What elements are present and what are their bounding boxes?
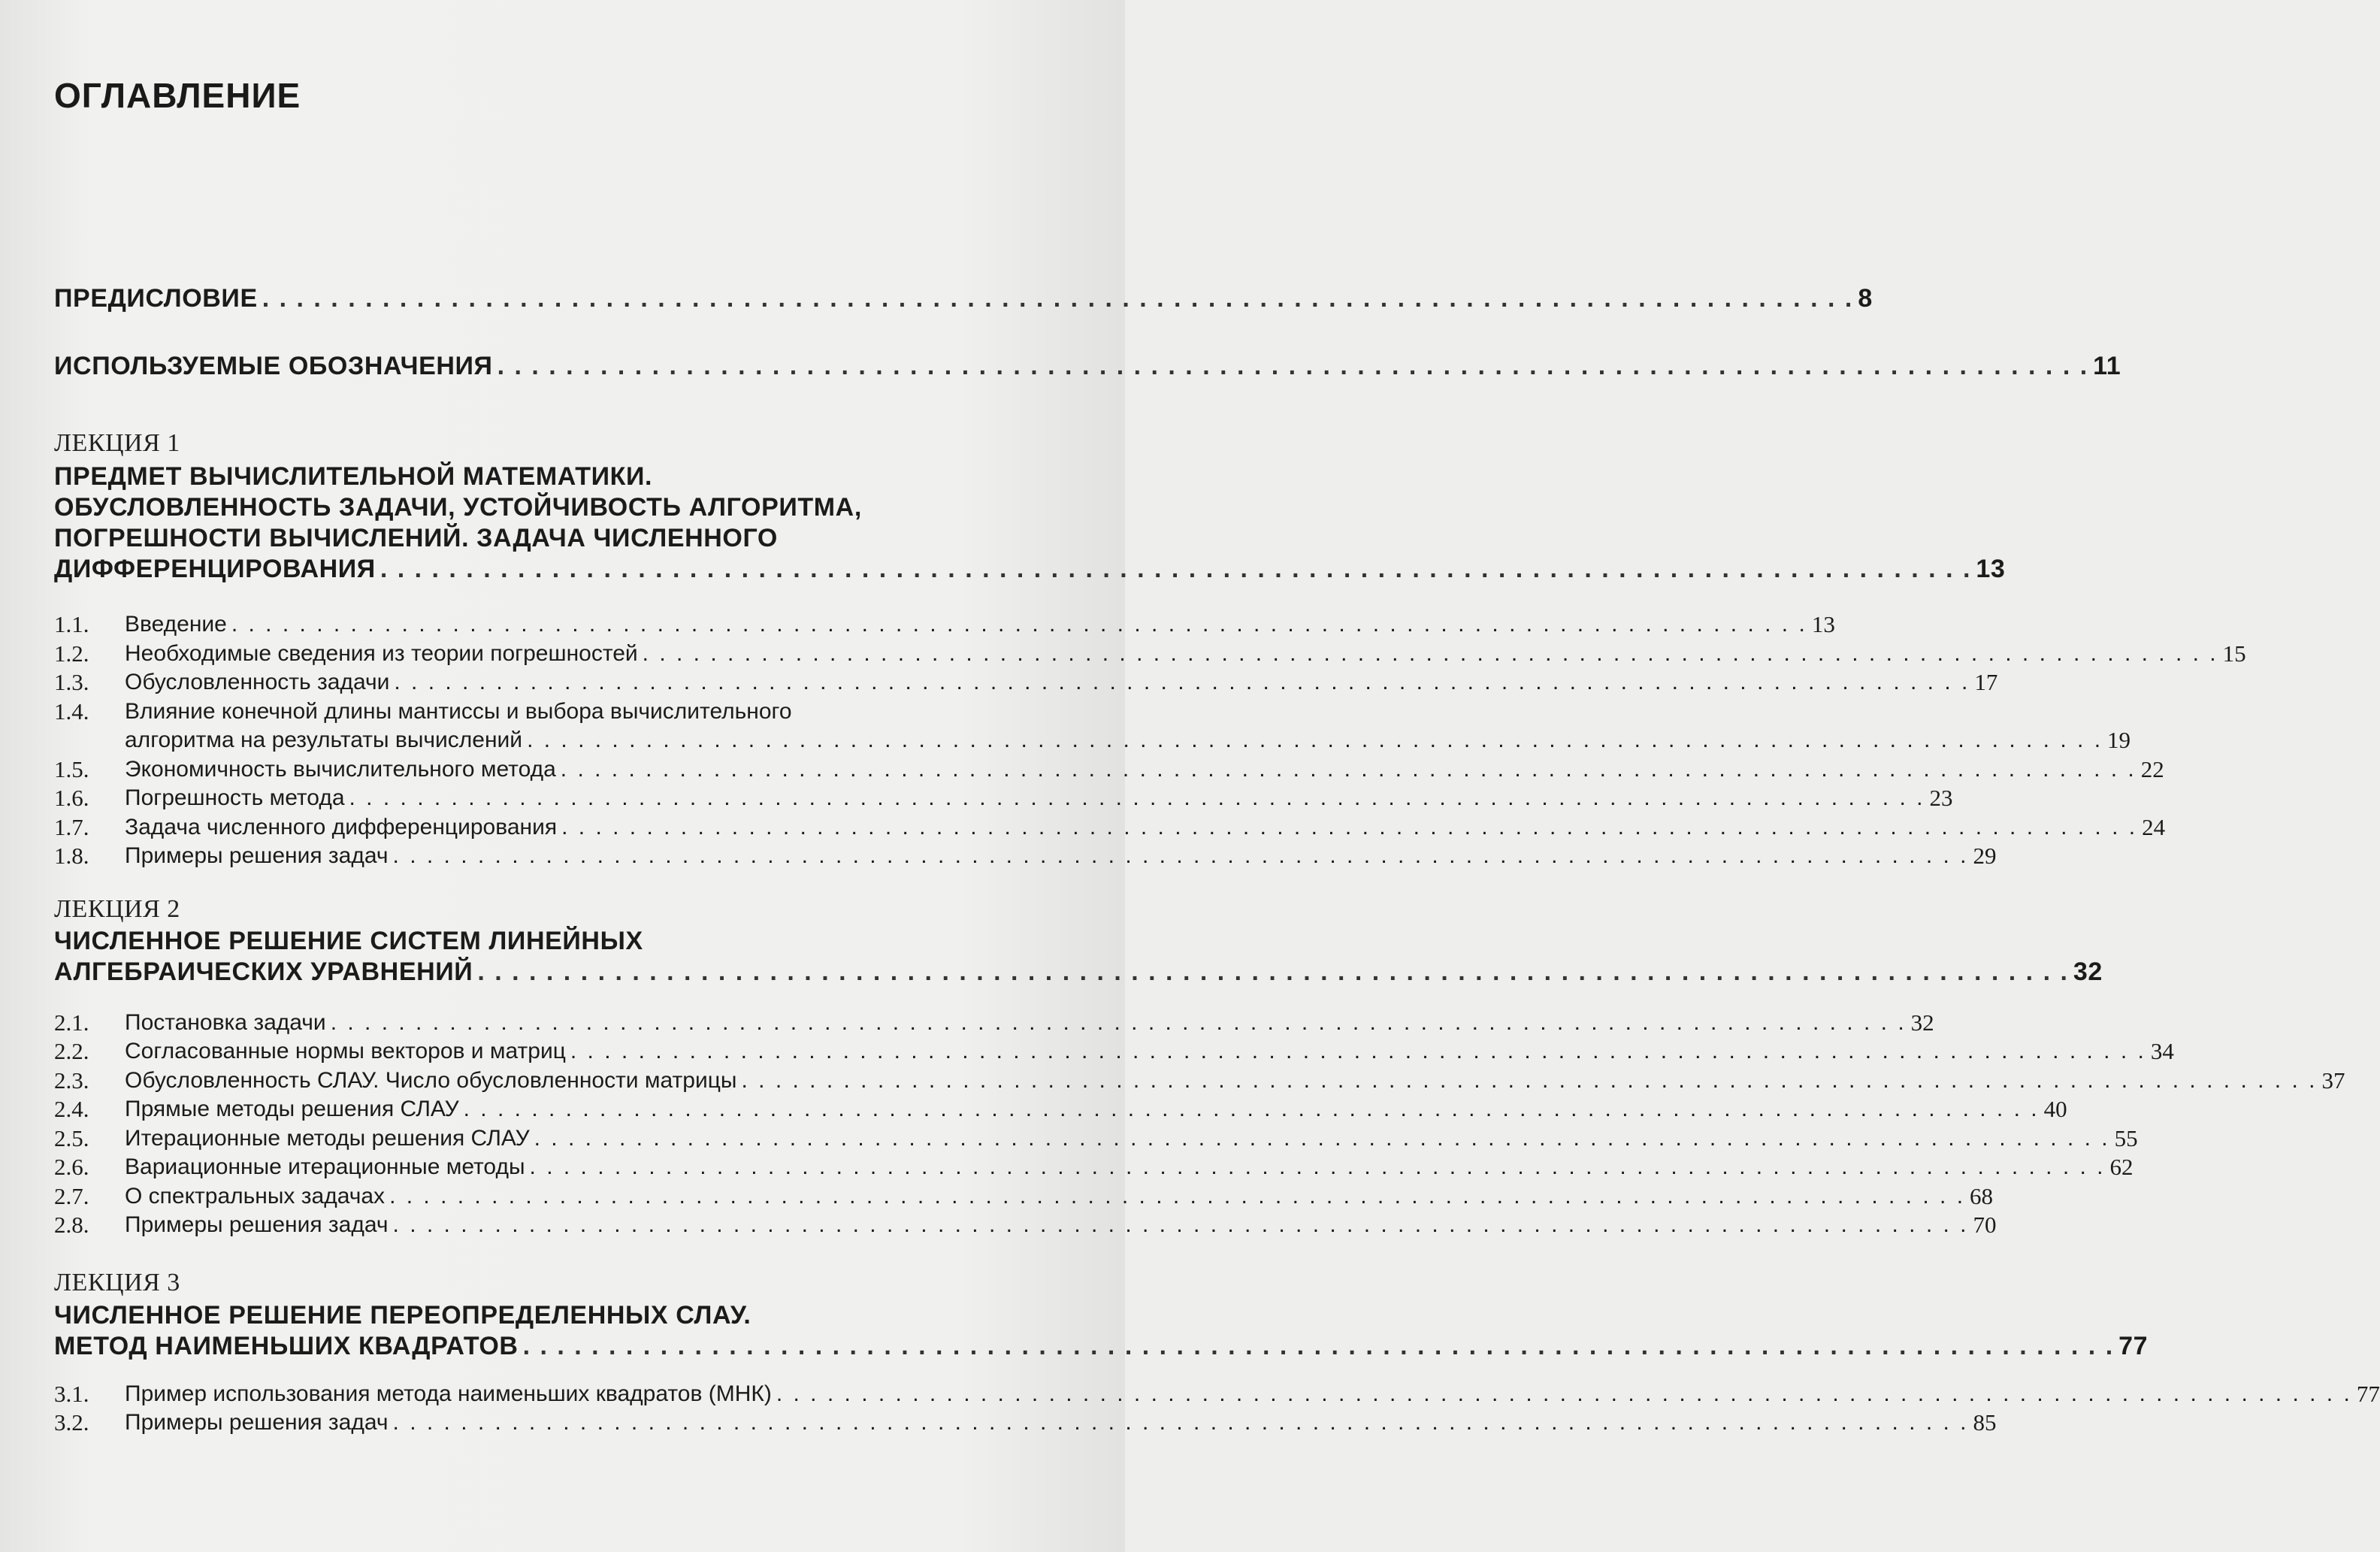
toc-section[interactable]: 3.2. Примеры решения задач . . . . . . . . . . . . . . . . . . . . . . . . . . . . . . . . . . . . . . . . . . . . . . . . . . . . . . . . . . . . . . . . . . . . . . . . . . . . . . . . . . . . . . . . . . . . . 85 bbox=[54, 1409, 1997, 1436]
lecture-title-line: ЧИСЛЕННОЕ РЕШЕНИЕ ПЕРЕОПРЕДЕЛЕННЫХ СЛАУ. bbox=[54, 1301, 751, 1330]
toc-section[interactable]: 2.1. Постановка задачи . . . . . . . . . . . . . . . . . . . . . . . . . . . . . . . . . . . . . . . . . . . . . . . . . . . . . . . . . . . . . . . . . . . . . . . . . . . . . . . . . . . . . . . . . . . . . 32 bbox=[54, 1009, 1934, 1036]
leader-dots: . . . . . . . . . . . . . . . . . . . . . . . . . . . . . . . . . . . . . . . . . . . . . . . . . . . . . . . . . . . . . . . . . . . . . . . . . . . . . . . . . . . . . . . . . . . . . bbox=[380, 555, 1972, 583]
lecture-label: ЛЕКЦИЯ 3 bbox=[54, 1269, 180, 1296]
toc-section[interactable]: 2.8. Примеры решения задач . . . . . . . . . . . . . . . . . . . . . . . . . . . . . . . . . . . . . . . . . . . . . . . . . . . . . . . . . . . . . . . . . . . . . . . . . . . . . . . . . . . . . . . . . . . . . 70 bbox=[54, 1212, 1997, 1238]
page-heading: ОГЛАВЛЕНИЕ bbox=[54, 76, 301, 115]
leader-dots: . . . . . . . . . . . . . . . . . . . . . . . . . . . . . . . . . . . . . . . . . . . . . . . . . . . . . . . . . . . . . . . . . . . . . . . . . . . . . . . . . . . . . . . . . . . . . bbox=[389, 1184, 1966, 1209]
toc-section[interactable]: 2.2. Согласованные нормы векторов и матриц . . . . . . . . . . . . . . . . . . . . . . . . . . . . . . . . . . . . . . . . . . . . . . . . . . . . . . . . . . . . . . . . . . . . . . . . . . . . . . . . . . . . . . . . . . . . . 34 bbox=[54, 1038, 2174, 1064]
toc-section[interactable]: 1.3. Обусловленность задачи . . . . . . . . . . . . . . . . . . . . . . . . . . . . . . . . . . . . . . . . . . . . . . . . . . . . . . . . . . . . . . . . . . . . . . . . . . . . . . . . . . . . . . . . . . . . . 17 bbox=[54, 669, 1998, 695]
toc-section[interactable]: 2.4. Прямые методы решения СЛАУ . . . . . . . . . . . . . . . . . . . . . . . . . . . . . . . . . . . . . . . . . . . . . . . . . . . . . . . . . . . . . . . . . . . . . . . . . . . . . . . . . . . . . . . . . . . . . 40 bbox=[54, 1096, 2067, 1122]
leader-dots: . . . . . . . . . . . . . . . . . . . . . . . . . . . . . . . . . . . . . . . . . . . . . . . . . . . . . . . . . . . . . . . . . . . . . . . . . . . . . . . . . . . . . . . . . . . . . bbox=[561, 815, 2138, 840]
leader-dots: . . . . . . . . . . . . . . . . . . . . . . . . . . . . . . . . . . . . . . . . . . . . . . . . . . . . . . . . . . . . . . . . . . . . . . . . . . . . . . . . . . . . . . . . . . . . . bbox=[776, 1381, 2352, 1406]
lecture-title-last-line: АЛГЕБРАИЧЕСКИХ УРАВНЕНИЙ . . . . . . . . . . . . . . . . . . . . . . . . . . . . . . . . . . . . . . . . . . . . . . . . . . . . . . . . . . . . . . . . . . . . . . . . . . . . . . . . . . . . . . . . . . . . . 32 bbox=[54, 958, 2103, 986]
toc-section-continued[interactable]: алгоритма на результаты вычислений . . . . . . . . . . . . . . . . . . . . . . . . . . . . . . . . . . . . . . . . . . . . . . . . . . . . . . . . . . . . . . . . . . . . . . . . . . . . . . . . . . . . . . . . . . . . . 19 bbox=[125, 727, 2131, 753]
lecture-label: ЛЕКЦИЯ 1 bbox=[54, 429, 180, 457]
entry-page: 8 bbox=[1858, 284, 1873, 313]
leader-dots: . . . . . . . . . . . . . . . . . . . . . . . . . . . . . . . . . . . . . . . . . . . . . . . . . . . . . . . . . . . . . . . . . . . . . . . . . . . . . . . . . . . . . . . . . . . . . bbox=[392, 1410, 1969, 1435]
entry-page: 32 bbox=[2073, 958, 2103, 986]
entry-page: 13 bbox=[1976, 555, 2006, 583]
leader-dots: . . . . . . . . . . . . . . . . . . . . . . . . . . . . . . . . . . . . . . . . . . . . . . . . . . . . . . . . . . . . . . . . . . . . . . . . . . . . . . . . . . . . . . . . . . . . . bbox=[463, 1097, 2040, 1121]
lecture-title[interactable] bbox=[54, 926, 2103, 988]
lecture-title-line: ПОГРЕШНОСТИ ВЫЧИСЛЕНИЙ. ЗАДАЧА ЧИСЛЕННОГО bbox=[54, 524, 778, 552]
lecture-title-last-line: ДИФФЕРЕНЦИРОВАНИЯ . . . . . . . . . . . . . . . . . . . . . . . . . . . . . . . . . . . . . . . . . . . . . . . . . . . . . . . . . . . . . . . . . . . . . . . . . . . . . . . . . . . . . . . . . . . . . 13 bbox=[54, 555, 2006, 583]
entry-title: ПРЕДИСЛОВИЕ bbox=[54, 284, 258, 313]
leader-dots: . . . . . . . . . . . . . . . . . . . . . . . . . . . . . . . . . . . . . . . . . . . . . . . . . . . . . . . . . . . . . . . . . . . . . . . . . . . . . . . . . . . . . . . . . . . . . bbox=[570, 1039, 2146, 1063]
leader-dots: . . . . . . . . . . . . . . . . . . . . . . . . . . . . . . . . . . . . . . . . . . . . . . . . . . . . . . . . . . . . . . . . . . . . . . . . . . . . . . . . . . . . . . . . . . . . . bbox=[522, 1332, 2115, 1360]
lecture-title[interactable] bbox=[54, 1300, 2149, 1362]
lecture-label: ЛЕКЦИЯ 2 bbox=[54, 895, 180, 923]
leader-dots: . . . . . . . . . . . . . . . . . . . . . . . . . . . . . . . . . . . . . . . . . . . . . . . . . . . . . . . . . . . . . . . . . . . . . . . . . . . . . . . . . . . . . . . . . . . . . bbox=[529, 1154, 2106, 1179]
toc-section[interactable]: 1.4. Влияние конечной длины мантиссы и выбора вычислительного bbox=[54, 698, 792, 725]
toc-section[interactable]: 1.8. Примеры решения задач . . . . . . . . . . . . . . . . . . . . . . . . . . . . . . . . . . . . . . . . . . . . . . . . . . . . . . . . . . . . . . . . . . . . . . . . . . . . . . . . . . . . . . . . . . . . . 29 bbox=[54, 843, 1997, 869]
lecture-title[interactable] bbox=[54, 461, 2006, 585]
leader-dots: . . . . . . . . . . . . . . . . . . . . . . . . . . . . . . . . . . . . . . . . . . . . . . . . . . . . . . . . . . . . . . . . . . . . . . . . . . . . . . . . . . . . . . . . . . . . . bbox=[262, 284, 1854, 313]
leader-dots: . . . . . . . . . . . . . . . . . . . . . . . . . . . . . . . . . . . . . . . . . . . . . . . . . . . . . . . . . . . . . . . . . . . . . . . . . . . . . . . . . . . . . . . . . . . . . bbox=[330, 1010, 1907, 1035]
leader-dots: . . . . . . . . . . . . . . . . . . . . . . . . . . . . . . . . . . . . . . . . . . . . . . . . . . . . . . . . . . . . . . . . . . . . . . . . . . . . . . . . . . . . . . . . . . . . . bbox=[394, 670, 1970, 694]
toc-section[interactable]: 1.2. Необходимые сведения из теории погрешностей . . . . . . . . . . . . . . . . . . . . . . . . . . . . . . . . . . . . . . . . . . . . . . . . . . . . . . . . . . . . . . . . . . . . . . . . . . . . . . . . . . . . . . . . . . . . . 15 bbox=[54, 640, 2246, 667]
entry-page: 11 bbox=[2093, 352, 2121, 380]
toc-entry-notation[interactable] bbox=[54, 352, 2121, 381]
leader-dots: . . . . . . . . . . . . . . . . . . . . . . . . . . . . . . . . . . . . . . . . . . . . . . . . . . . . . . . . . . . . . . . . . . . . . . . . . . . . . . . . . . . . . . . . . . . . . bbox=[527, 728, 2103, 752]
leader-dots: . . . . . . . . . . . . . . . . . . . . . . . . . . . . . . . . . . . . . . . . . . . . . . . . . . . . . . . . . . . . . . . . . . . . . . . . . . . . . . . . . . . . . . . . . . . . . bbox=[497, 352, 2089, 380]
leader-dots: . . . . . . . . . . . . . . . . . . . . . . . . . . . . . . . . . . . . . . . . . . . . . . . . . . . . . . . . . . . . . . . . . . . . . . . . . . . . . . . . . . . . . . . . . . . . . bbox=[392, 843, 1969, 868]
toc-section[interactable]: 3.1. Пример использования метода наименьших квадратов (МНК) . . . . . . . . . . . . . . . . . . . . . . . . . . . . . . . . . . . . . . . . . . . . . . . . . . . . . . . . . . . . . . . . . . . . . . . . . . . . . . . . . . . . . . . . . . . . . 77 bbox=[54, 1381, 2380, 1407]
lecture-title-line: ЧИСЛЕННОЕ РЕШЕНИЕ СИСТЕМ ЛИНЕЙНЫХ bbox=[54, 927, 643, 955]
lecture-title-line: ПРЕДМЕТ ВЫЧИСЛИТЕЛЬНОЙ МАТЕМАТИКИ. bbox=[54, 462, 653, 491]
lecture-title-last-line: МЕТОД НАИМЕНЬШИХ КВАДРАТОВ . . . . . . . . . . . . . . . . . . . . . . . . . . . . . . . . . . . . . . . . . . . . . . . . . . . . . . . . . . . . . . . . . . . . . . . . . . . . . . . . . . . . . . . . . . . . . 77 bbox=[54, 1332, 2149, 1360]
toc-section[interactable]: 2.5. Итерационные методы решения СЛАУ . . . . . . . . . . . . . . . . . . . . . . . . . . . . . . . . . . . . . . . . . . . . . . . . . . . . . . . . . . . . . . . . . . . . . . . . . . . . . . . . . . . . . . . . . . . . . 55 bbox=[54, 1125, 2138, 1151]
leader-dots: . . . . . . . . . . . . . . . . . . . . . . . . . . . . . . . . . . . . . . . . . . . . . . . . . . . . . . . . . . . . . . . . . . . . . . . . . . . . . . . . . . . . . . . . . . . . . bbox=[349, 785, 1925, 810]
leader-dots: . . . . . . . . . . . . . . . . . . . . . . . . . . . . . . . . . . . . . . . . . . . . . . . . . . . . . . . . . . . . . . . . . . . . . . . . . . . . . . . . . . . . . . . . . . . . . bbox=[392, 1212, 1969, 1237]
toc-section[interactable]: 2.6. Вариационные итерационные методы . . . . . . . . . . . . . . . . . . . . . . . . . . . . . . . . . . . . . . . . . . . . . . . . . . . . . . . . . . . . . . . . . . . . . . . . . . . . . . . . . . . . . . . . . . . . . 62 bbox=[54, 1154, 2134, 1180]
leader-dots: . . . . . . . . . . . . . . . . . . . . . . . . . . . . . . . . . . . . . . . . . . . . . . . . . . . . . . . . . . . . . . . . . . . . . . . . . . . . . . . . . . . . . . . . . . . . . bbox=[477, 958, 2069, 986]
leader-dots: . . . . . . . . . . . . . . . . . . . . . . . . . . . . . . . . . . . . . . . . . . . . . . . . . . . . . . . . . . . . . . . . . . . . . . . . . . . . . . . . . . . . . . . . . . . . . bbox=[642, 641, 2218, 666]
leader-dots: . . . . . . . . . . . . . . . . . . . . . . . . . . . . . . . . . . . . . . . . . . . . . . . . . . . . . . . . . . . . . . . . . . . . . . . . . . . . . . . . . . . . . . . . . . . . . bbox=[741, 1068, 2318, 1093]
entry-title: ИСПОЛЬЗУЕМЫЕ ОБОЗНАЧЕНИЯ bbox=[54, 352, 493, 380]
toc-entry-preface[interactable] bbox=[54, 284, 1873, 313]
toc-section[interactable]: 1.7. Задача численного дифференцирования . . . . . . . . . . . . . . . . . . . . . . . . . . . . . . . . . . . . . . . . . . . . . . . . . . . . . . . . . . . . . . . . . . . . . . . . . . . . . . . . . . . . . . . . . . . . . 24 bbox=[54, 814, 2166, 840]
toc-section[interactable]: 1.6. Погрешность метода . . . . . . . . . . . . . . . . . . . . . . . . . . . . . . . . . . . . . . . . . . . . . . . . . . . . . . . . . . . . . . . . . . . . . . . . . . . . . . . . . . . . . . . . . . . . . 23 bbox=[54, 785, 1953, 811]
toc-section[interactable]: 2.7. О спектральных задачах . . . . . . . . . . . . . . . . . . . . . . . . . . . . . . . . . . . . . . . . . . . . . . . . . . . . . . . . . . . . . . . . . . . . . . . . . . . . . . . . . . . . . . . . . . . . . 68 bbox=[54, 1183, 1994, 1209]
toc-section[interactable]: 2.3. Обусловленность СЛАУ. Число обусловленности матрицы . . . . . . . . . . . . . . . . . . . . . . . . . . . . . . . . . . . . . . . . . . . . . . . . . . . . . . . . . . . . . . . . . . . . . . . . . . . . . . . . . . . . . . . . . . . . . 37 bbox=[54, 1067, 2345, 1094]
toc-section[interactable]: 1.5. Экономичность вычислительного метода . . . . . . . . . . . . . . . . . . . . . . . . . . . . . . . . . . . . . . . . . . . . . . . . . . . . . . . . . . . . . . . . . . . . . . . . . . . . . . . . . . . . . . . . . . . . . 22 bbox=[54, 756, 2164, 782]
lecture-title-line: ОБУСЛОВЛЕННОСТЬ ЗАДАЧИ, УСТОЙЧИВОСТЬ АЛГОРИТМА, bbox=[54, 493, 862, 522]
leader-dots: . . . . . . . . . . . . . . . . . . . . . . . . . . . . . . . . . . . . . . . . . . . . . . . . . . . . . . . . . . . . . . . . . . . . . . . . . . . . . . . . . . . . . . . . . . . . . bbox=[560, 757, 2137, 782]
leader-dots: . . . . . . . . . . . . . . . . . . . . . . . . . . . . . . . . . . . . . . . . . . . . . . . . . . . . . . . . . . . . . . . . . . . . . . . . . . . . . . . . . . . . . . . . . . . . . bbox=[231, 612, 1807, 637]
leader-dots: . . . . . . . . . . . . . . . . . . . . . . . . . . . . . . . . . . . . . . . . . . . . . . . . . . . . . . . . . . . . . . . . . . . . . . . . . . . . . . . . . . . . . . . . . . . . . bbox=[534, 1126, 2110, 1151]
entry-page: 77 bbox=[2118, 1332, 2149, 1360]
toc-section[interactable]: 1.1. Введение . . . . . . . . . . . . . . . . . . . . . . . . . . . . . . . . . . . . . . . . . . . . . . . . . . . . . . . . . . . . . . . . . . . . . . . . . . . . . . . . . . . . . . . . . . . . . 13 bbox=[54, 611, 1835, 637]
